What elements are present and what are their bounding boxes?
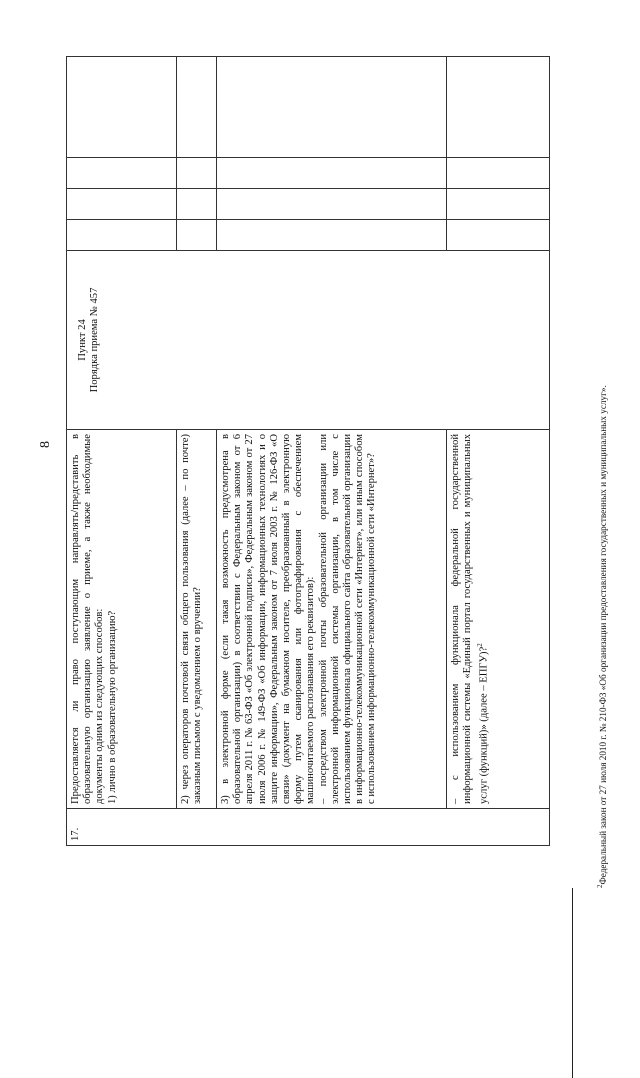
footnote (596, 128, 608, 888)
comment-cell (67, 57, 177, 158)
answer-na-cell (447, 158, 550, 189)
option-1: 1) лично в образовательную организацию? (106, 610, 118, 804)
answer-na-cell (177, 158, 217, 189)
question-cell (67, 430, 177, 809)
option-2: 2) через операторов почтовой связи общего пользования (далее – по почте) заказным письмом с уведомлением о вручении? (177, 430, 217, 809)
answer-na-cell (67, 158, 177, 189)
row-number: 17. (67, 809, 550, 846)
answer-na-cell (217, 158, 447, 189)
reference-cell (67, 251, 550, 430)
answer-no-cell (67, 189, 177, 220)
answer-no-cell (177, 189, 217, 220)
footnote-mark: 2 (596, 884, 604, 888)
footnote-separator (572, 888, 573, 1078)
comment-cell (177, 57, 217, 158)
answer-yes-cell (177, 220, 217, 251)
option-3: 3) в электронной форме (если такая возможность предусмотрена в образовательной организации) в соответствии с Федеральным законом от 6 апреля 2011 г. № 63-ФЗ «Об электронной подписи», Федеральным законом от 27 июля 2006 г. № 149-ФЗ «Об информации, информационных технологиях и о защите информации», Федеральным законом от 7 июля 2003 г. № 126-ФЗ «О связи» (документ на бумажном носителе, преобразованный в электронную форму путем сканирования или фотографирования с обеспечением машиночитаемого распознавания его реквизитов): (220, 434, 317, 804)
option-3a: – посредством электронной почты образовательной организации или электронной информационной системы организации, в том числе с использованием функционала официального сайта образовательной организации в информационно-телекоммуникационной сети «Интернет», или иным способом с использованием информационно-телекоммуникационной сети «Интернет»? (317, 434, 378, 804)
comment-cell (447, 57, 550, 158)
checklist-table (66, 56, 550, 846)
option-3b-cell (447, 430, 550, 809)
checklist-table-area (66, 56, 550, 846)
footnote-ref: 2 (476, 643, 485, 647)
option-3b: – с использованием функционала федеральной государственной информационной системы «Единый портал государственных и муниципальных услуг (функций)» (далее – ЕПГУ)? (450, 434, 490, 804)
answer-yes-cell (447, 220, 550, 251)
reference-document: Порядка приема № 457 (89, 287, 101, 393)
question-text: Предоставляется ли право поступающим направлять/представить в образовательную организацию заявление о приеме, а также необходимые документы одним из следующих способов: (70, 434, 106, 804)
answer-no-cell (217, 189, 447, 220)
answer-no-cell (447, 189, 550, 220)
footnote-text: Федеральный закон от 27 июля 2010 г. № 210-ФЗ «Об организации предоставления государственных и муниципальных услуг». (598, 385, 609, 885)
comment-cell (217, 57, 447, 158)
page-number: 8 (38, 441, 53, 448)
option-3-cell (217, 430, 447, 809)
answer-yes-cell (217, 220, 447, 251)
answer-yes-cell (67, 220, 177, 251)
reference-point: Пункт 24 (77, 319, 88, 361)
